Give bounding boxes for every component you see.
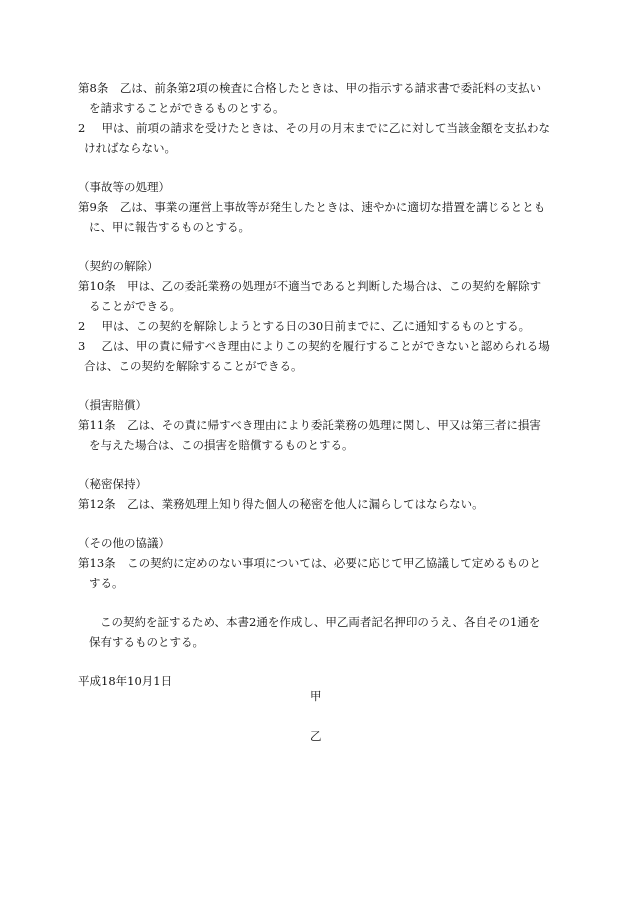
article-8-para-2-line-1: 甲は、前項の請求を受けたときは、その月の月末までに乙に対して当該金額を支払わな bbox=[101, 121, 550, 135]
closing-clause bbox=[78, 612, 556, 652]
article-9-line-1: 第9条 乙は、事業の運営上事故等が発生したときは、速やかに適切な措置を講じるととも bbox=[78, 200, 546, 214]
article-10-para-2-line-1: 甲は、この契約を解除しようとする日の30日前までに、乙に通知するものとする。 bbox=[101, 319, 531, 333]
article-11-line-1: 第11条 乙は、その責に帰すべき理由により委託業務の処理に関し、甲又は第三者に損害 bbox=[78, 418, 541, 432]
article-9-heading: （事故等の処理） bbox=[78, 180, 170, 194]
article-9 bbox=[78, 177, 556, 237]
article-13-line-1: 第13条 この契約に定めのない事項については、必要に応じて甲乙協議して定めるものと bbox=[78, 556, 541, 570]
article-13 bbox=[78, 533, 556, 593]
article-10-para-2-number: 2 bbox=[78, 319, 86, 333]
closing-line-2: 保有するものとする。 bbox=[89, 635, 204, 649]
article-12-line-1: 第12条 乙は、業務処理上知り得た個人の秘密を他人に漏らしてはならない。 bbox=[78, 497, 484, 511]
article-10-para-3-line-2: 合は、この契約を解除することができる。 bbox=[84, 359, 303, 373]
article-9-line-2: に、甲に報告するものとする。 bbox=[89, 220, 250, 234]
article-13-heading: （その他の協議） bbox=[78, 536, 170, 550]
article-11-line-2: を与えた場合は、この損害を賠償するものとする。 bbox=[89, 438, 354, 452]
closing-line-1: この契約を証するため、本書2通を作成し、甲乙両者記名押印のうえ、各自その1通を bbox=[100, 615, 541, 629]
article-10-heading: （契約の解除） bbox=[78, 259, 159, 273]
article-8-para-2-line-2: ければならない。 bbox=[84, 141, 176, 155]
article-8-para-2-number: 2 bbox=[78, 121, 86, 135]
article-8-line-1: 第8条 乙は、前条第2項の検査に合格したときは、甲の指示する請求書で委託料の支払い bbox=[78, 81, 542, 95]
article-11 bbox=[78, 395, 556, 455]
party-a-label: 甲 bbox=[310, 689, 322, 703]
article-10-para-3-number: 3 bbox=[78, 339, 86, 353]
article-13-line-2: する。 bbox=[89, 576, 124, 590]
article-12 bbox=[78, 474, 556, 514]
article-10-line-1: 第10条 甲は、乙の委託業務の処理が不適当であると判断した場合は、この契約を解除す bbox=[78, 279, 542, 293]
article-12-heading: （秘密保持） bbox=[78, 477, 147, 491]
article-11-heading: （損害賠償） bbox=[78, 398, 147, 412]
article-8 bbox=[78, 78, 556, 158]
party-b-label: 乙 bbox=[310, 729, 322, 743]
contract-date: 平成18年10月1日 bbox=[78, 674, 173, 688]
article-10 bbox=[78, 256, 556, 376]
article-10-line-2: ることができる。 bbox=[89, 299, 181, 313]
article-8-line-2: を請求することができるものとする。 bbox=[89, 101, 285, 115]
contract-body bbox=[78, 78, 556, 691]
article-10-para-3-line-1: 乙は、甲の責に帰すべき理由によりこの契約を履行することができないと認められる場 bbox=[101, 339, 550, 353]
